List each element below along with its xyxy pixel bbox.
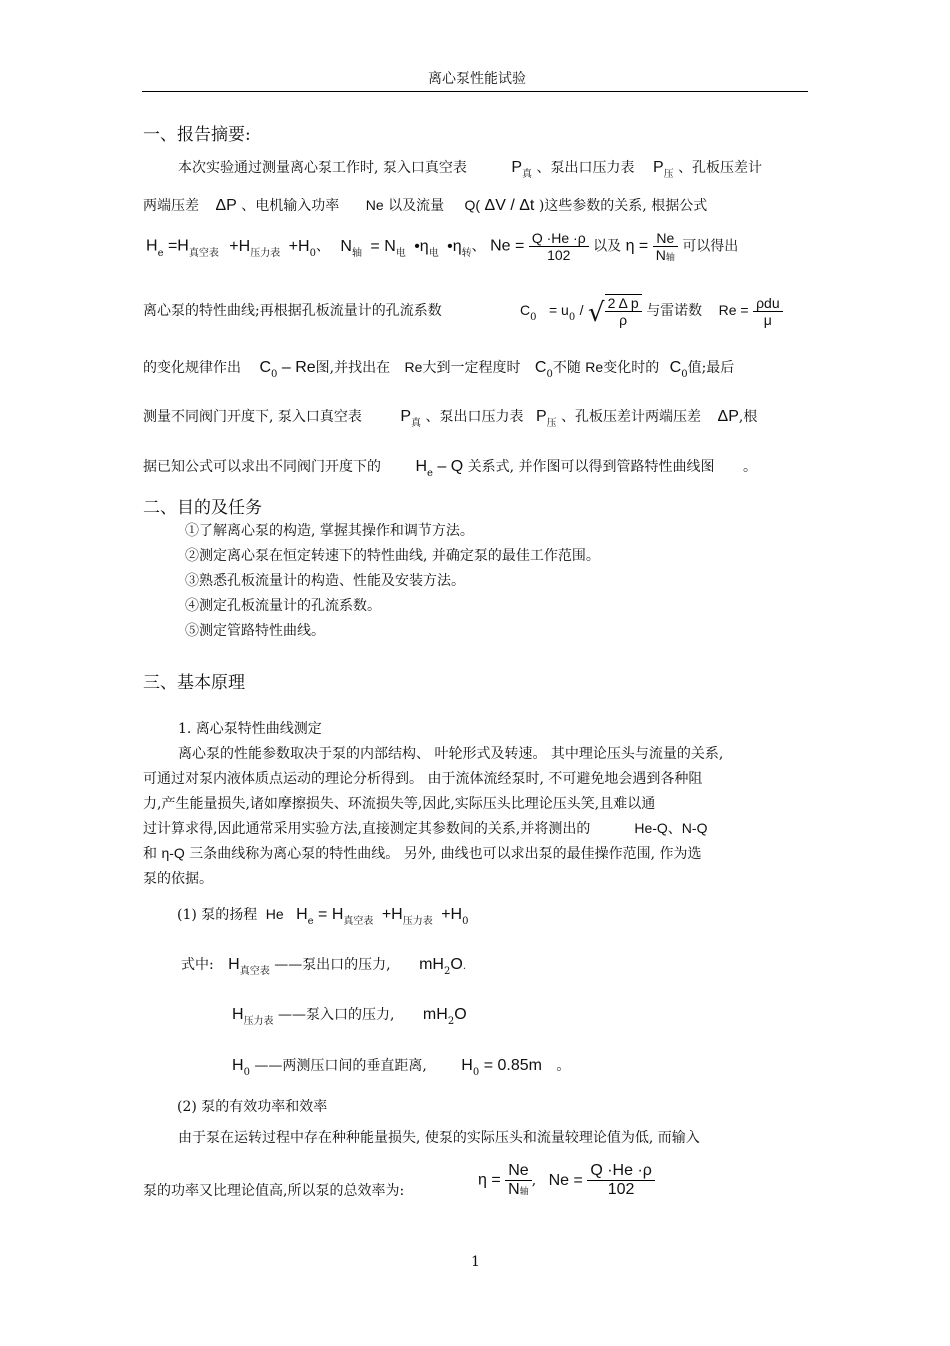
header-rule [142,91,808,92]
paragraph-line: 力,产生能量损失,诸如摩擦损失、环流损失等,因此,实际压头比理论压头笑,且难以通 [143,796,656,812]
paragraph-line: 和 η-Q 三条曲线称为离心泵的特性曲线。 另外, 曲线也可以求出泵的最佳操作范围, 作为选 [143,845,702,862]
sqrt-icon: √ [587,298,605,328]
paragraph-line: 离心泵的性能参数取决于泵的内部结构、 叶轮形式及转速。 其中理论压头与流量的关系, [178,746,724,762]
where-line-3: $H_0$ ——两测压口间的垂直距离, $H_0 = 0.85m$ 。 [232,1057,571,1078]
summary-line-1: 本次实验通过测量离心泵工作时, 泵入口真空表 $P_真$ 、泵出口压力表 $P_压$ 、孔板压差计 [178,159,763,180]
section-heading-principles: 三、基本原理 [143,673,245,693]
list-item: ①了解离心泵的构造, 掌握其操作和调节方法。 [185,523,474,539]
summary-line-2: 两端压差 ΔP 、电机输入功率 Ne 以及流量 Q( ΔV / Δt )这些参数的关系, 根据公式 [143,197,708,214]
summary-line-4: 离心泵的特性曲线;再根据孔板流量计的孔流系数 [143,303,442,319]
summary-formula-line: $H_e =H_{真空表} +H_{压力表} +H_0$、 $N_轴 = N_电$ $•\eta_电$ $•\eta_转$、 Ne = $\frac{Q \cdot He \cdot\rho}{102}$ 以及 η = $\frac{Ne}{\text{N轴}}$ 可以得出 [146,230,739,263]
paragraph-line: 由于泵在运转过程中存在种种能量损失, 使泵的实际压头和流量较理论值为低, 而输入 [178,1130,700,1146]
section-heading-summary: 一、报告摘要: [143,125,251,145]
paragraph-line: 可通过对泵内液体质点运动的理论分析得到。 由于流体流经泵时, 不可避免地会遇到各种阻 [143,771,703,787]
summary-line-5: 的变化规律作出 $C_0$ – Re图,并找出在 Re大到一定程度时 $C_0$不随 Re变化时的 $C_0$值;最后 [143,359,735,380]
list-item: ④测定孔板流量计的孔流系数。 [185,598,381,614]
subsection-power: (2) 泵的有效功率和效率 [177,1099,328,1115]
summary-line-6: 测量不同阀门开度下, 泵入口真空表 $P_真$ 、泵出口压力表 $P_压$ 、孔板压差计两端压差 ΔP,根 [143,408,758,429]
head-formula-line: (1) 泵的扬程 He $H_e = H_{真空表} +H_{压力表} +H_0$ [177,906,469,927]
efficiency-formula: η = $\frac{Ne}{\text{N轴}}$ , Ne = $\frac{Q \cdot He \cdot\rho}{102}$ [478,1162,655,1199]
where-line-2: $H_{压力表}$ ——泵入口的压力, $mH_2O$ [232,1006,467,1027]
where-line-1: 式中: $H_{真空表}$ ——泵出口的压力, $mH_2O$. [181,956,466,977]
ne-fraction: $\frac{Q \cdot He \cdot\rho}{102}$ [529,230,589,263]
subsection-title: 1. 离心泵特性曲线测定 [178,721,322,737]
eta-fraction: $\frac{Ne}{\text{N轴}}$ [653,230,678,263]
page-header: 离心泵性能试验 [428,71,526,87]
orifice-coefficient-formula: $C_0 = u_0$ / √ $\frac{\text{2 Δ p}}{\rho}$ 与雷诺数 Re = $\frac{\text{ρdu}}{\mu}$ [520,292,783,328]
list-item: ⑤测定管路特性曲线。 [185,623,325,639]
summary-line-7: 据已知公式可以求出不同阀门开度下的 $H_e$ – Q 关系式, 并作图可以得到管路特性曲线图 。 [143,458,757,479]
page-number: 1 [471,1254,480,1270]
paragraph-line: 泵的依据。 [143,871,213,887]
paragraph-line: 过计算求得,因此通常采用实验方法,直接测定其参数间的关系,并将测出的 He-Q、N-Q [143,820,708,837]
paragraph-line: 泵的功率又比理论值高,所以泵的总效率为: [143,1183,405,1199]
section-heading-goals: 二、目的及任务 [143,498,262,518]
list-item: ②测定离心泵在恒定转速下的特性曲线, 并确定泵的最佳工作范围。 [185,548,600,564]
list-item: ③熟悉孔板流量计的构造、性能及安装方法。 [185,573,465,589]
